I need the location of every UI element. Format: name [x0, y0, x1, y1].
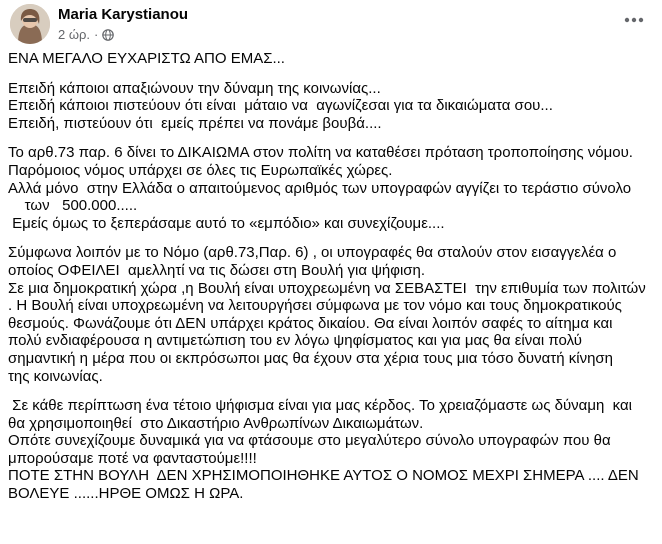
author-name[interactable]: Maria Karystianou: [58, 6, 189, 23]
post-line: Αλλά μόνο στην Ελλάδα ο απαιτούμενος αριθμός των υπογραφών αγγίζει το τεράστιο σύνολο: [8, 179, 632, 197]
post-meta: [58, 27, 114, 42]
post-line: Σε μια δημοκρατική χώρα ,η Βουλή είναι υποχρεωμένη να ΣΕΒΑΣΤΕΙ την επιθυμία των πολιτών: [8, 279, 646, 297]
post-line: Οπότε συνεχίζουμε δυναμικά για να φτάσουμε στο μεγαλύτερο σύνολο υπογραφών που θα: [8, 432, 611, 450]
post-line: Επειδή κάποιοι πιστεύουν ότι είναι μάταιο να αγωνίζεσαι για τα δικαιώματα σου...: [8, 97, 553, 115]
more-options-icon[interactable]: [620, 10, 648, 30]
paragraph-gap: [8, 132, 656, 144]
post-paragraph: [8, 50, 656, 68]
post-line: Εμείς όμως το ξεπεράσαμε αυτό το «εμπόδιο» και συνεχίζουμε....: [8, 214, 445, 232]
avatar-photo: [10, 4, 50, 44]
post-line: της κοινωνίας.: [8, 367, 103, 385]
paragraph-gap: [8, 385, 656, 397]
post-line: Παρόμοιος νόμος υπάρχει σε όλες τις Ευρωπαϊκές χώρες.: [8, 161, 393, 179]
post-line: ΠΟΤΕ ΣΤΗΝ ΒΟΥΛΗ ΔΕΝ ΧΡΗΣΙΜΟΠΟΙΗΘΗΚΕ ΑΥΤΟΣ Ο ΝΟΜΟΣ ΜΕΧΡΙ ΣΗΜΕΡΑ .... ΔΕΝ: [8, 467, 639, 485]
paragraph-gap: [8, 232, 656, 244]
post-paragraph: [8, 80, 656, 133]
post-line: . Η Βουλή είναι υποχρεωμένη να λειτουργήσει σύμφωνα με τον νόμο και τους δημοκρατικούς: [8, 297, 622, 315]
post-line: οποίος ΟΦΕΙΛΕΙ αμελλητί να τις δώσει στη Βουλή για ψήφιση.: [8, 261, 426, 279]
post-time[interactable]: 2 ώρ.: [58, 27, 90, 42]
post-paragraph: [8, 244, 656, 385]
post-line: Σύμφωνα λοιπόν με το Νόμο (αρθ.73,Παρ. 6) , οι υπογραφές θα σταλούν στον εισαγγελέα ο: [8, 244, 617, 262]
post-text: [8, 50, 656, 503]
post-line: θα χρησιμοποιηθεί στο Δικαστήριο Ανθρωπίνων Δικαιωμάτων.: [8, 414, 424, 432]
post-paragraph: [8, 144, 656, 232]
post-line: Επειδή, πιστεύουν ότι εμείς πρέπει να πονάμε βουβά....: [8, 114, 382, 132]
post-line: Επειδή κάποιοι απαξιώνουν την δύναμη της κοινωνίας...: [8, 79, 381, 97]
post-header: [0, 0, 662, 48]
globe-icon[interactable]: [102, 29, 114, 41]
post-line: των 500.000.....: [8, 197, 138, 215]
meta-separator: ·: [94, 27, 99, 42]
post-line: ΕΝΑ ΜΕΓΑΛΟ ΕΥΧΑΡΙΣΤΩ ΑΠΟ ΕΜΑΣ...: [8, 50, 285, 67]
post-line: σημαντική η μέρα που οι εκπρόσωποι μας θα έχουν στα χέρια τους μια τόσο δυνατή κίνηση: [8, 349, 614, 367]
paragraph-gap: [8, 68, 656, 80]
post-line: Σε κάθε περίπτωση ένα τέτοιο ψήφισμα είναι για μας κέρδος. Το χρειαζόμαστε ως δύναμη και: [8, 397, 632, 415]
author-avatar[interactable]: [10, 4, 50, 44]
post-line: πολύ ενδιαφέρουσα η αντιμετώπιση του εν λόγω ψηφίσματος και για μας θα είναι πολύ: [8, 332, 582, 350]
post-line: ΒΟΛΕΥΕ ......ΗΡΘΕ ΟΜΩΣ Η ΩΡΑ.: [8, 485, 244, 503]
post-line: μπορούσαμε ποτέ να φανταστούμε!!!!: [8, 449, 257, 467]
post-paragraph: [8, 397, 656, 503]
post-line: θεσμούς. Φωνάζουμε ότι ΔΕΝ υπάρχει κράτος δικαίου. Θα είναι λοιπόν σαφές το αίτημα και: [8, 314, 613, 332]
post-line: Το αρθ.73 παρ. 6 δίνει το ΔΙΚΑΙΩΜΑ στον πολίτη να καταθέσει πρόταση τροποποίησης νόμου.: [8, 144, 633, 162]
